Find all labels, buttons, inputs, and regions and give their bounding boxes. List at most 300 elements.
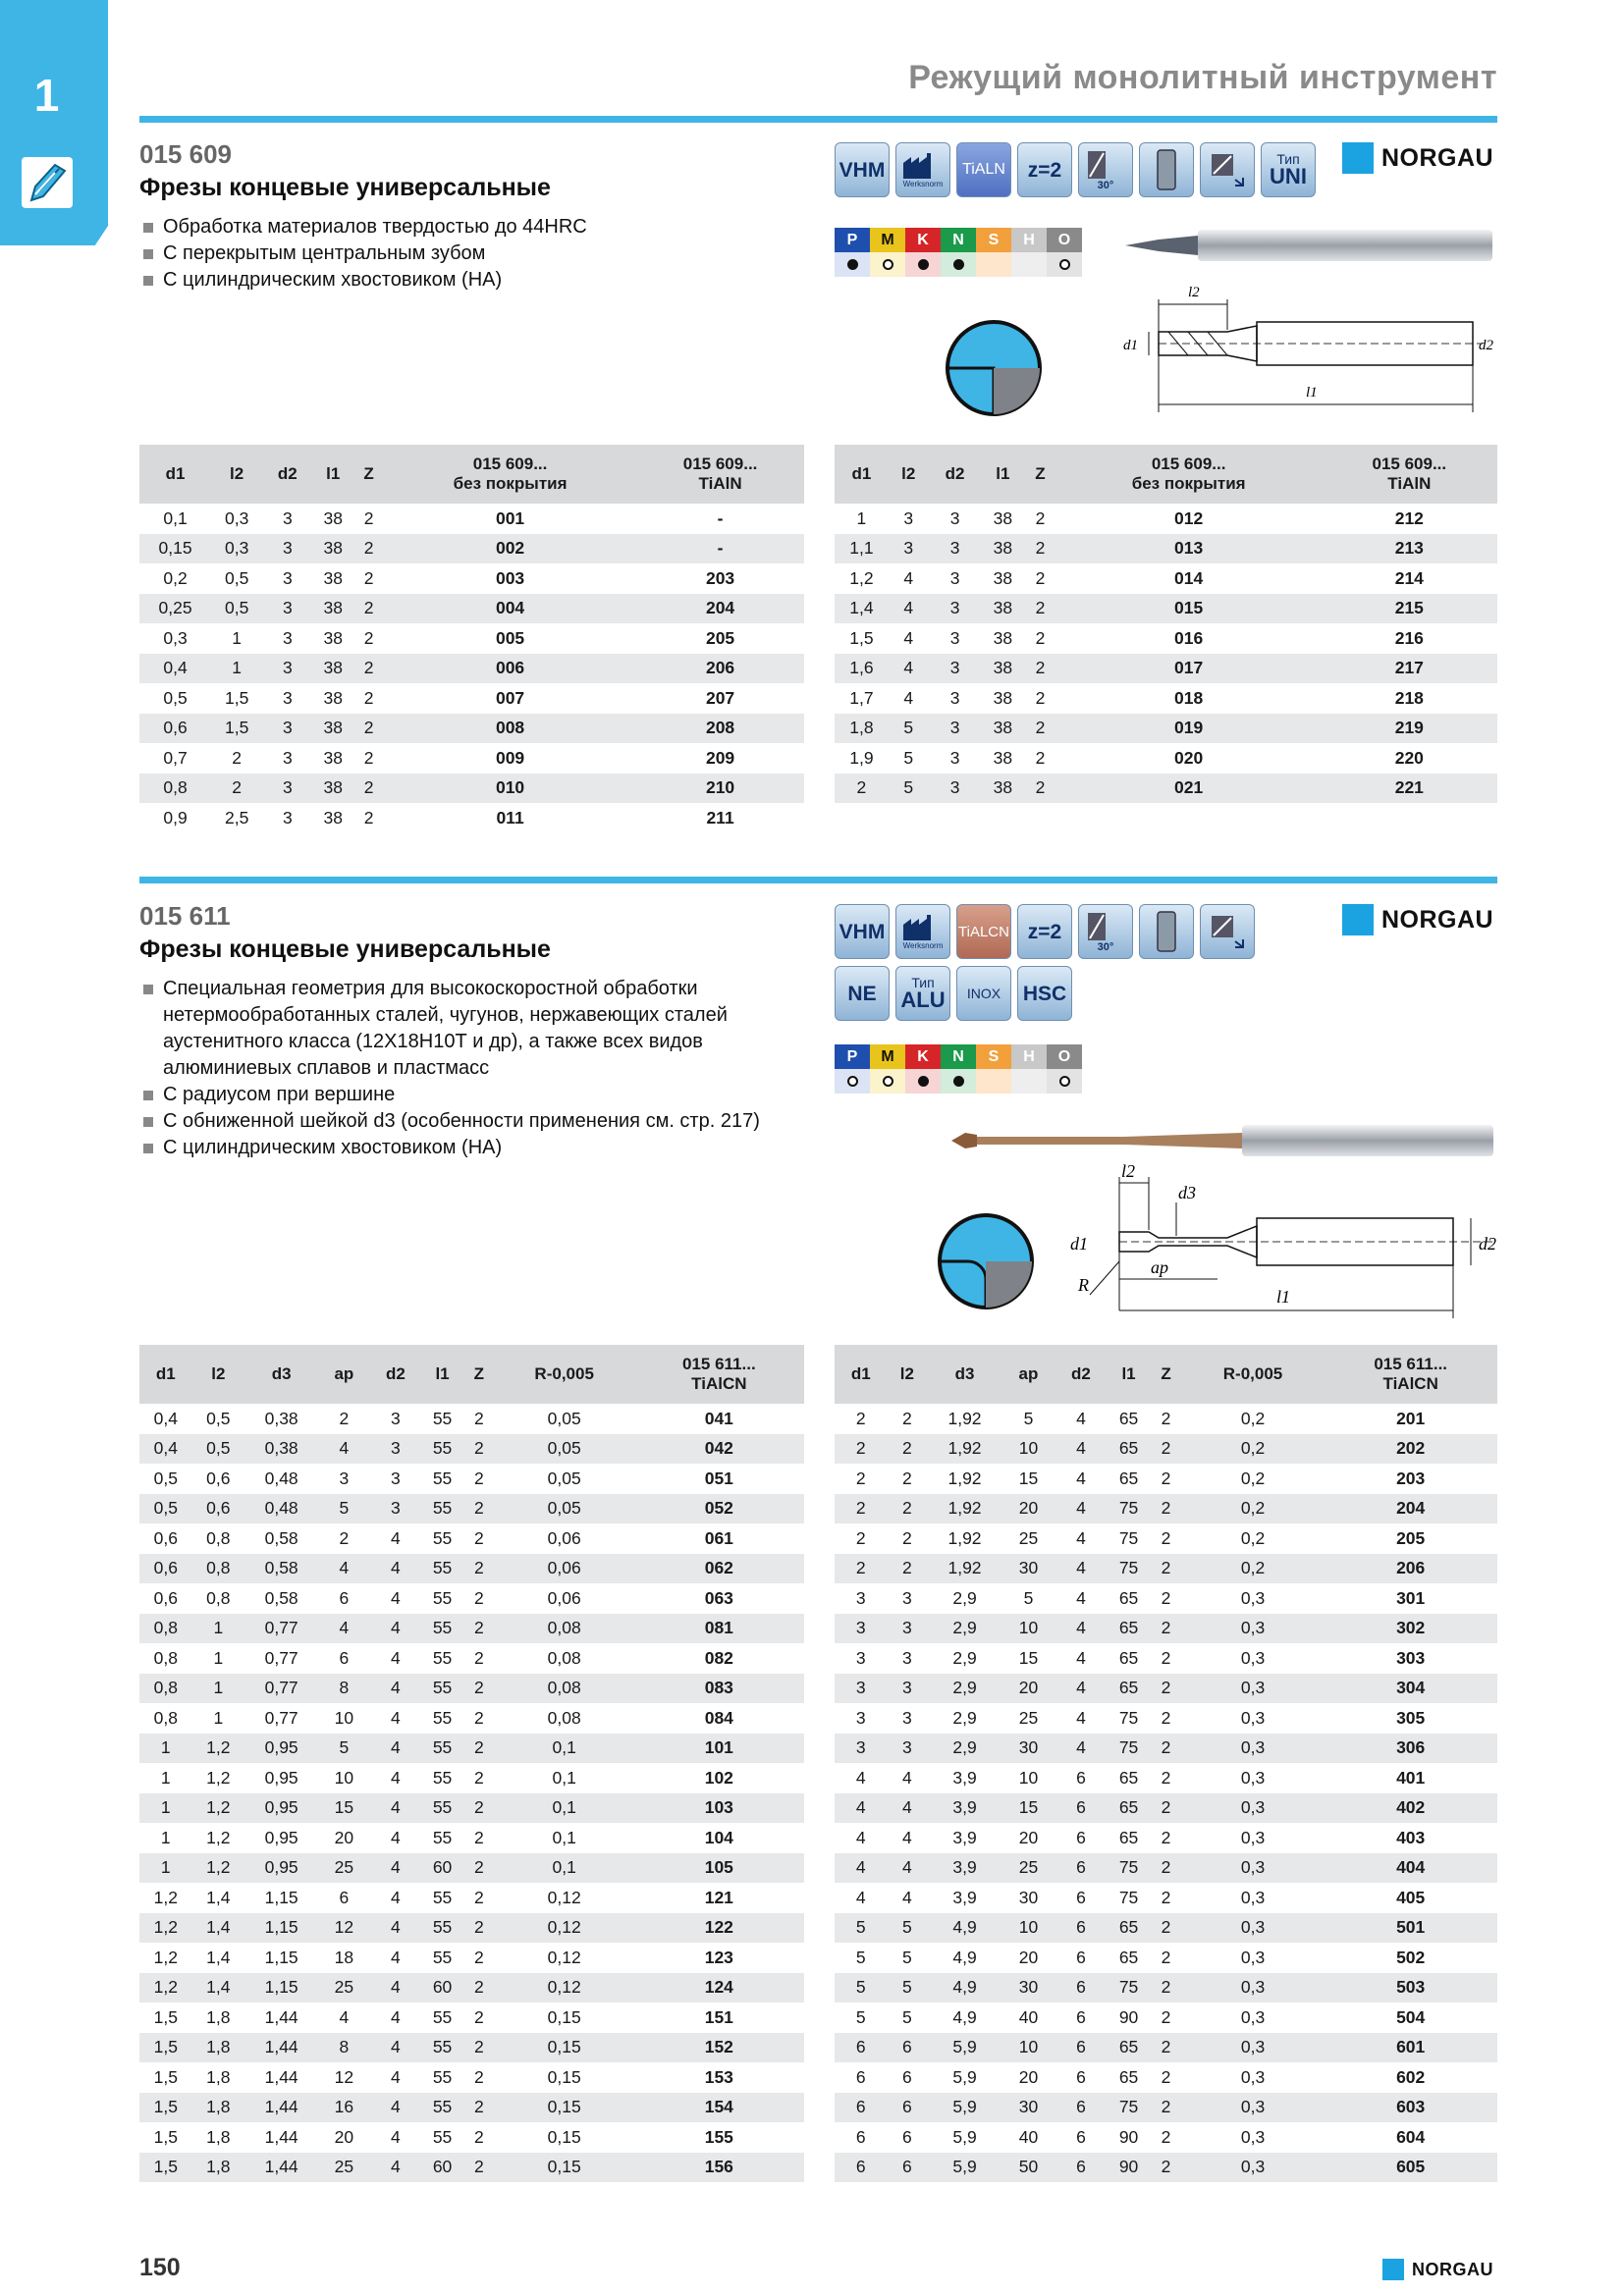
material-k: K bbox=[905, 228, 941, 252]
table-cell: 6 bbox=[1055, 2093, 1108, 2123]
table-cell: 0,12 bbox=[547, 1947, 581, 1967]
table-cell: 65 bbox=[1118, 1767, 1139, 1788]
cylindrical-shank-icon bbox=[1139, 904, 1194, 959]
table-cell: 2 bbox=[1161, 1468, 1171, 1488]
table-cell: 104 bbox=[704, 1827, 733, 1847]
table-cell: 2 bbox=[339, 1408, 350, 1428]
feature-item-continued: аустенитного класса (12Х18Н10Т и др), а также всех видов bbox=[163, 1031, 703, 1052]
table-cell: 0,15 bbox=[547, 2126, 581, 2147]
table-cell: 0,6 bbox=[206, 1468, 231, 1488]
table-row bbox=[835, 1913, 1497, 1944]
center-cut-icon bbox=[1200, 904, 1255, 959]
table-cell: 3 bbox=[929, 714, 982, 744]
table-cell: 65 bbox=[1118, 1647, 1139, 1668]
table-cell: 0,5 bbox=[224, 567, 249, 588]
table-cell: 002 bbox=[384, 534, 636, 564]
table-cell: 003 bbox=[495, 567, 525, 588]
table-cell: 38 bbox=[981, 714, 1024, 744]
table-cell: 302 bbox=[1324, 1614, 1497, 1644]
table-cell: 4 bbox=[1055, 1434, 1108, 1465]
table-cell: 0,2 bbox=[1182, 1494, 1325, 1524]
table-cell: 0,4 bbox=[139, 654, 211, 684]
table-row bbox=[139, 743, 804, 774]
table-cell: 65 bbox=[1108, 1614, 1151, 1644]
feature-item: Обработка материалов твердостью до 44HRC bbox=[139, 214, 587, 240]
table-cell: 6 bbox=[1055, 1913, 1108, 1944]
table-cell: 153 bbox=[704, 2066, 733, 2087]
table-cell: 0,5 bbox=[192, 1434, 245, 1465]
table-cell: 1,5 bbox=[139, 2033, 192, 2063]
table-cell: 0,6 bbox=[192, 1494, 245, 1524]
table-cell: 4 bbox=[1055, 1494, 1108, 1524]
table-row bbox=[835, 2002, 1497, 2033]
table-cell: 55 bbox=[432, 1887, 453, 1907]
table-cell: 1 bbox=[192, 1614, 245, 1644]
table-cell: 011 bbox=[496, 807, 524, 828]
table-cell: 0,8 bbox=[153, 1707, 178, 1728]
table-cell: 203 bbox=[1396, 1468, 1426, 1488]
table-cell: 75 bbox=[1108, 1494, 1151, 1524]
table-cell: 6 bbox=[1055, 1853, 1108, 1884]
table-cell: 154 bbox=[634, 2093, 804, 2123]
material-table bbox=[835, 228, 1082, 277]
table-cell: 6 bbox=[1076, 2126, 1086, 2147]
table-cell: 1,5 bbox=[224, 687, 249, 708]
svg-text:d3: d3 bbox=[1178, 1183, 1196, 1202]
table-cell: 1,44 bbox=[264, 2006, 298, 2027]
product-code: 015 609 bbox=[139, 139, 232, 169]
table-cell: 219 bbox=[1322, 714, 1497, 744]
table-cell: 40 bbox=[1018, 2006, 1039, 2027]
table-cell: 3 bbox=[888, 1614, 928, 1644]
table-cell: 65 bbox=[1108, 1434, 1151, 1465]
feature-item-continued: алюминиевых сплавов и пластмасс bbox=[163, 1057, 490, 1079]
table-cell: 3 bbox=[902, 1707, 912, 1728]
table-cell: 208 bbox=[636, 714, 804, 744]
table-cell: 4 bbox=[835, 1853, 888, 1884]
table-cell: 38 bbox=[312, 714, 353, 744]
product-code: 015 611 bbox=[139, 901, 231, 931]
table-cell: 20 bbox=[1018, 1827, 1039, 1847]
table-cell: 4,9 bbox=[927, 1913, 1001, 1944]
table-cell: 2 bbox=[473, 2066, 484, 2087]
table-cell: 38 bbox=[981, 654, 1024, 684]
table-cell: 1,5 bbox=[139, 2093, 192, 2123]
table-cell: 018 bbox=[1174, 687, 1204, 708]
table-cell: 0,2 bbox=[163, 567, 188, 588]
table-cell: 30 bbox=[1002, 1973, 1055, 2003]
table-row bbox=[835, 1883, 1497, 1913]
chapter-number: 1 bbox=[33, 70, 60, 121]
table-cell: 1,92 bbox=[927, 1434, 1001, 1465]
table-cell: 60 bbox=[421, 2153, 463, 2183]
table-cell: 605 bbox=[1324, 2153, 1497, 2183]
profile-corner-radius-icon bbox=[937, 1212, 1035, 1310]
table-cell: 015 bbox=[1056, 594, 1322, 624]
table-cell: 4 bbox=[391, 1647, 401, 1668]
material-h: H bbox=[1011, 228, 1047, 252]
table-row bbox=[139, 1583, 804, 1614]
table-cell: 0,1 bbox=[552, 1767, 576, 1788]
table-cell: 0,3 bbox=[1240, 2006, 1266, 2027]
table-cell: 1,92 bbox=[927, 1494, 1001, 1524]
material-s: S bbox=[976, 228, 1011, 252]
table-row bbox=[139, 654, 804, 684]
table-cell: 0,6 bbox=[153, 1527, 178, 1548]
table-cell: 0,6 bbox=[139, 1554, 192, 1584]
table-cell: 2 bbox=[339, 1527, 350, 1548]
table-cell: 0,8 bbox=[153, 1647, 178, 1668]
table-row bbox=[835, 1853, 1497, 1884]
table-cell: 2,9 bbox=[952, 1707, 977, 1728]
table-cell: 0,2 bbox=[1240, 1408, 1266, 1428]
table-cell: 6 bbox=[1076, 1767, 1086, 1788]
svg-text:l2: l2 bbox=[1121, 1163, 1136, 1181]
table-cell: 1,92 bbox=[947, 1468, 982, 1488]
table-cell: 1,44 bbox=[264, 2066, 298, 2087]
table-cell: 25 bbox=[1018, 1707, 1039, 1728]
table-cell: 5,9 bbox=[927, 2153, 1001, 2183]
table-cell: 65 bbox=[1108, 1913, 1151, 1944]
table-row bbox=[139, 1734, 804, 1764]
table-row bbox=[835, 1434, 1497, 1465]
table-cell: 0,48 bbox=[244, 1494, 318, 1524]
table-cell: 2 bbox=[353, 594, 384, 624]
table-row bbox=[139, 1823, 804, 1853]
table-cell: 3 bbox=[282, 687, 293, 708]
table-cell: 404 bbox=[1324, 1853, 1497, 1884]
table-cell: 55 bbox=[421, 1734, 463, 1764]
table-row bbox=[835, 1583, 1497, 1614]
table-cell: 0,3 bbox=[1182, 1674, 1325, 1704]
table-row bbox=[139, 1793, 804, 1824]
table-cell: 1,2 bbox=[206, 1827, 231, 1847]
table-cell: 0,08 bbox=[495, 1614, 634, 1644]
table-cell: 1,9 bbox=[849, 747, 874, 768]
suitability-dot bbox=[918, 259, 929, 270]
table-cell: 2 bbox=[463, 2093, 495, 2123]
table-cell: 103 bbox=[634, 1793, 804, 1824]
table-cell: 124 bbox=[634, 1973, 804, 2003]
material-suitability-row bbox=[835, 1069, 1082, 1094]
table-row bbox=[835, 1943, 1497, 1973]
table-cell: 4 bbox=[903, 567, 914, 588]
table-cell: 4 bbox=[855, 1827, 866, 1847]
table-cell: 3 bbox=[929, 534, 982, 564]
table-cell: 15 bbox=[318, 1793, 370, 1824]
table-cell: 1,44 bbox=[264, 2126, 298, 2147]
table-cell: 20 bbox=[1002, 1674, 1055, 1704]
table-cell: 0,3 bbox=[224, 507, 249, 528]
table-cell: 2 bbox=[888, 1434, 928, 1465]
table-cell: 0,15 bbox=[139, 534, 211, 564]
table-cell: 213 bbox=[1322, 534, 1497, 564]
svg-text:R: R bbox=[1078, 1275, 1089, 1295]
table-cell: 4 bbox=[391, 2006, 401, 2027]
table-cell: 5 bbox=[889, 714, 929, 744]
table-cell: 4 bbox=[391, 2066, 401, 2087]
table-row bbox=[139, 2153, 804, 2183]
table-cell: 1,2 bbox=[139, 1913, 192, 1944]
table-cell: 1 bbox=[232, 627, 243, 648]
table-cell: 3 bbox=[835, 1734, 888, 1764]
table-cell: 041 bbox=[704, 1408, 733, 1428]
table-cell: 0,2 bbox=[1240, 1468, 1266, 1488]
table-row bbox=[835, 504, 1497, 534]
table-cell: 0,58 bbox=[264, 1527, 298, 1548]
table-cell: 1,4 bbox=[206, 1887, 231, 1907]
table-cell: 0,4 bbox=[139, 1434, 192, 1465]
table-cell: 0,2 bbox=[1182, 1554, 1325, 1584]
table-row bbox=[139, 1614, 804, 1644]
table-cell: 4 bbox=[1076, 1647, 1086, 1668]
table-cell: 504 bbox=[1396, 2006, 1426, 2027]
table-cell: 2 bbox=[1024, 594, 1055, 624]
table-cell: 25 bbox=[318, 2153, 370, 2183]
material-s: S bbox=[976, 1044, 1011, 1069]
table-cell: 5 bbox=[1023, 1587, 1034, 1608]
suitability-dot bbox=[847, 259, 858, 270]
table-cell: 8 bbox=[318, 1674, 370, 1704]
table-cell: 2 bbox=[1150, 1973, 1181, 2003]
table-cell: 0,8 bbox=[206, 1527, 231, 1548]
table-cell: 30 bbox=[1002, 1554, 1055, 1584]
table-cell: 0,3 bbox=[1182, 1973, 1325, 2003]
table-cell: 6 bbox=[339, 1587, 350, 1608]
tialn-coating-icon: TiALN bbox=[956, 142, 1011, 197]
table-cell: 0,8 bbox=[139, 1674, 192, 1704]
table-cell: 4 bbox=[1055, 1674, 1108, 1704]
table-cell: 4 bbox=[370, 1793, 422, 1824]
table-cell: 6 bbox=[339, 1647, 350, 1668]
header-title: Режущий монолитный инструмент bbox=[908, 59, 1497, 96]
table-row bbox=[835, 774, 1497, 804]
table-cell: 5,9 bbox=[952, 2066, 977, 2087]
table-cell: 0,06 bbox=[547, 1527, 581, 1548]
table-cell: 212 bbox=[1394, 507, 1424, 528]
table-cell: 0,7 bbox=[163, 747, 188, 768]
table-row bbox=[835, 623, 1497, 654]
table-cell: 3,9 bbox=[952, 1767, 977, 1788]
table-cell: 15 bbox=[1002, 1793, 1055, 1824]
ne-icon: NE bbox=[835, 966, 890, 1021]
table-cell: 38 bbox=[993, 567, 1013, 588]
table-cell: 4 bbox=[1076, 1527, 1086, 1548]
suitability-dot bbox=[883, 259, 893, 270]
table-cell: 4 bbox=[1076, 1468, 1086, 1488]
table-cell: 0,3 bbox=[1240, 1827, 1266, 1847]
table-cell: 001 bbox=[495, 507, 525, 528]
table-cell: 0,1 bbox=[495, 1793, 634, 1824]
table-cell: 0,08 bbox=[495, 1674, 634, 1704]
table-cell: 152 bbox=[634, 2033, 804, 2063]
table-row bbox=[139, 1674, 804, 1704]
material-n: N bbox=[941, 228, 976, 252]
table-cell: 1,7 bbox=[849, 687, 874, 708]
table-cell: 220 bbox=[1394, 747, 1424, 768]
table-cell: 4 bbox=[318, 1554, 370, 1584]
table-cell: 2 bbox=[1035, 747, 1046, 768]
table-cell: 6 bbox=[1055, 1973, 1108, 2003]
table-row bbox=[139, 1703, 804, 1734]
table-cell: 38 bbox=[312, 774, 353, 804]
table-cell: 0,3 bbox=[1240, 1947, 1266, 1967]
material-table bbox=[835, 1044, 1082, 1094]
table-cell: 3 bbox=[282, 507, 293, 528]
table-cell: 40 bbox=[1018, 2126, 1039, 2147]
table-cell: 4 bbox=[391, 1527, 401, 1548]
table-cell: 2 bbox=[363, 687, 374, 708]
table-cell: 303 bbox=[1396, 1647, 1426, 1668]
table-cell: 0,3 bbox=[1182, 1913, 1325, 1944]
material-o: O bbox=[1047, 228, 1082, 252]
table-cell: 3 bbox=[339, 1468, 350, 1488]
table-cell: 206 bbox=[1324, 1554, 1497, 1584]
table-cell: 0,3 bbox=[1240, 1647, 1266, 1668]
table-cell: 6 bbox=[1076, 1827, 1086, 1847]
table-cell: 2 bbox=[473, 1887, 484, 1907]
table-cell: 3 bbox=[888, 1674, 928, 1704]
table-cell: 203 bbox=[705, 567, 735, 588]
table-row bbox=[139, 563, 804, 594]
table-cell: 211 bbox=[706, 807, 734, 828]
table-cell: 38 bbox=[981, 534, 1024, 564]
table-cell: 3,9 bbox=[927, 1793, 1001, 1824]
table-cell: 209 bbox=[705, 747, 735, 768]
table-cell: 38 bbox=[312, 654, 353, 684]
table-cell: 2,9 bbox=[927, 1734, 1001, 1764]
table-cell: 0,3 bbox=[1182, 1853, 1325, 1884]
table-cell: 3 bbox=[888, 1734, 928, 1764]
table-cell: 2 bbox=[463, 1913, 495, 1944]
table-row bbox=[139, 2093, 804, 2123]
table-cell: 2 bbox=[1150, 2033, 1181, 2063]
table-cell: 18 bbox=[334, 1947, 354, 1967]
table-cell: 1,4 bbox=[192, 1913, 245, 1944]
table-cell: 2 bbox=[463, 2153, 495, 2183]
table-cell: 0,1 bbox=[163, 507, 188, 528]
table-cell: 2 bbox=[1150, 1614, 1181, 1644]
table-cell: 60 bbox=[421, 1853, 463, 1884]
table-cell: 65 bbox=[1108, 1793, 1151, 1824]
table-cell: 6 bbox=[855, 2066, 866, 2087]
table-cell: 65 bbox=[1118, 1947, 1139, 1967]
table-cell: 1 bbox=[160, 1827, 171, 1847]
table-cell: 1,44 bbox=[244, 2033, 318, 2063]
table-cell: 6 bbox=[902, 2126, 912, 2147]
table-cell: 1,4 bbox=[835, 594, 889, 624]
table-cell: 0,5 bbox=[211, 594, 262, 624]
teeth-count-icon: z=2 bbox=[1017, 142, 1072, 197]
table-cell: 2 bbox=[353, 774, 384, 804]
table-cell: 1,8 bbox=[192, 2033, 245, 2063]
table-cell: 3 bbox=[282, 747, 293, 768]
table-cell: 1,92 bbox=[947, 1527, 982, 1548]
table-cell: 0,06 bbox=[495, 1554, 634, 1584]
suitability-dot bbox=[953, 1076, 964, 1087]
material-suitability-row bbox=[835, 252, 1082, 277]
table-cell: 502 bbox=[1396, 1947, 1426, 1967]
table-cell: 4 bbox=[318, 1614, 370, 1644]
brand-logo: NORGAU bbox=[1342, 904, 1493, 935]
table-cell: 0,1 bbox=[495, 1853, 634, 1884]
table-cell: 2 bbox=[1035, 567, 1046, 588]
table-cell: 1,2 bbox=[139, 1973, 192, 2003]
table-cell: 4 bbox=[370, 2093, 422, 2123]
table-cell: 38 bbox=[323, 627, 343, 648]
table-cell: 38 bbox=[993, 507, 1013, 528]
table-cell: 2 bbox=[363, 507, 374, 528]
table-cell: 2 bbox=[463, 1674, 495, 1704]
table-cell: 0,05 bbox=[495, 1494, 634, 1524]
table-cell: 052 bbox=[634, 1494, 804, 1524]
table-row bbox=[139, 1763, 804, 1793]
table-cell: 2 bbox=[1150, 1674, 1181, 1704]
table-cell: 0,12 bbox=[547, 1887, 581, 1907]
table-cell: 2 bbox=[855, 1527, 866, 1548]
table-cell: 2 bbox=[835, 1434, 888, 1465]
table-cell: 0,08 bbox=[547, 1647, 581, 1668]
table-cell: 2 bbox=[1024, 714, 1055, 744]
type-alu-icon: Тип ALU bbox=[895, 966, 950, 1021]
table-cell: 2,9 bbox=[927, 1614, 1001, 1644]
table-row bbox=[139, 683, 804, 714]
table-cell: 75 bbox=[1118, 1707, 1139, 1728]
feature-list bbox=[139, 976, 760, 1161]
table-cell: 2 bbox=[473, 1947, 484, 1967]
spec-table-right: d1 l2 d3 ap d2 l1 Z R-0,005 015 611... TiAlCN 2 2 1,92 5 4 65 2 0,2 201 2 2 1,92 10 4 65 2 0,2 202 2 2 1,92 15 4 65 2 0,2 203 2 2 1,92 20 4 75 2 0,2 204 2 2 1,92 25 4 75 2 0,2 205 2 2 1,92 30 4 75 2 0,2 206 3 3 2,9 5 4 65 2 0,3 301 3 3 2,9 10 4 65 2 0,3 302 3 3 2,9 15 4 65 2 0,3 303 3 3 2,9 20 4 65 2 0,3 304 3 3 2,9 25 4 75 2 0,3 305 3 3 2,9 30 4 75 2 0,3 306 4 4 3,9 10 6 65 2 0,3 401 4 4 3,9 15 6 65 2 0,3 402 4 4 3,9 20 6 65 2 0,3 403 4 4 3,9 25 6 75 2 0,3 404 4 4 3,9 30 6 75 2 0,3 405 5 5 4,9 10 6 65 2 0,3 501 5 5 4,9 20 6 65 2 0,3 502 5 5 4,9 30 6 75 2 0,3 503 5 5 4,9 40 6 90 2 0,3 504 6 6 5,9 10 6 65 2 0,3 601 6 6 5,9 20 6 65 2 0,3 602 6 6 5,9 30 6 75 2 0,3 603 6 6 5,9 40 6 90 2 0,3 604 6 6 5,9 50 6 90 2 0,3 605 bbox=[835, 1345, 1497, 2182]
table-cell: 65 bbox=[1108, 2033, 1151, 2063]
material-h: H bbox=[1011, 1044, 1047, 1069]
werksnorm-icon: Werksnorm bbox=[895, 142, 950, 197]
table-cell: 2 bbox=[473, 1767, 484, 1788]
table-row bbox=[139, 623, 804, 654]
table-row bbox=[139, 1464, 804, 1494]
table-cell: 2 bbox=[1161, 1647, 1171, 1668]
table-row bbox=[835, 654, 1497, 684]
table-cell: 0,1 bbox=[552, 1827, 576, 1847]
table-cell: 2 bbox=[902, 1527, 912, 1548]
table-cell: 3 bbox=[370, 1494, 422, 1524]
table-cell: 5 bbox=[902, 1947, 912, 1967]
table-cell: 2 bbox=[1035, 627, 1046, 648]
table-cell: 0,5 bbox=[139, 1494, 192, 1524]
table-cell: 6 bbox=[835, 2153, 888, 2183]
table-cell: 0,3 bbox=[1240, 1767, 1266, 1788]
table-row bbox=[835, 1523, 1497, 1554]
table-cell: 38 bbox=[981, 774, 1024, 804]
table-row bbox=[835, 1494, 1497, 1524]
table-cell: 0,3 bbox=[1182, 2033, 1325, 2063]
table-cell: 38 bbox=[323, 807, 343, 828]
table-cell: 3 bbox=[902, 1587, 912, 1608]
table-cell: 4 bbox=[888, 1853, 928, 1884]
table-cell: 2 bbox=[463, 1853, 495, 1884]
table-cell: 0,38 bbox=[244, 1434, 318, 1465]
spec-table-left: d1 l2 d3 ap d2 l1 Z R-0,005 015 611... TiAlCN 0,4 0,5 0,38 2 3 55 2 0,05 041 0,4 0,5 0,38 4 3 55 2 0,05 042 0,5 0,6 0,48 3 3 55 2 0,05 051 0,5 0,6 0,48 5 3 55 2 0,05 052 0,6 0,8 0,58 2 4 55 2 0,06 061 0,6 0,8 0,58 4 4 55 2 0,06 062 0,6 0,8 0,58 6 4 55 2 0,06 063 0,8 1 0,77 4 4 55 2 0,08 081 0,8 1 0,77 6 4 55 2 0,08 082 0,8 1 0,77 8 4 55 2 0,08 083 0,8 1 0,77 10 4 55 2 0,08 084 1 1,2 0,95 5 4 55 2 0,1 101 1 1,2 0,95 10 4 55 2 0,1 102 1 1,2 0,95 15 4 55 2 0,1 103 1 1,2 0,95 20 4 55 2 0,1 104 1 1,2 0,95 25 4 60 2 0,1 105 1,2 1,4 1,15 6 4 55 2 0,12 121 1,2 1,4 1,15 12 4 55 2 0,12 122 1,2 1,4 1,15 18 4 55 2 0,12 123 1,2 1,4 1,15 25 4 60 2 0,12 124 1,5 1,8 1,44 4 4 55 2 0,15 151 1,5 1,8 1,44 8 4 55 2 0,15 152 1,5 1,8 1,44 12 4 55 2 0,15 153 1,5 1,8 1,44 16 4 55 2 0,15 154 1,5 1,8 1,44 20 4 55 2 0,15 155 1,5 1,8 1,44 25 4 60 2 0,15 156 bbox=[139, 1345, 804, 2182]
table-cell: 65 bbox=[1108, 1674, 1151, 1704]
table-cell: 3 bbox=[949, 507, 960, 528]
table-cell: 0,06 bbox=[547, 1587, 581, 1608]
table-cell: 0,38 bbox=[264, 1408, 298, 1428]
table-cell: 123 bbox=[704, 1947, 733, 1967]
table-cell: 2,9 bbox=[927, 1674, 1001, 1704]
profile-square-corner-icon bbox=[945, 319, 1043, 417]
table-cell: 55 bbox=[432, 1707, 453, 1728]
table-cell: 2 bbox=[363, 627, 374, 648]
table-cell: 3 bbox=[855, 1707, 866, 1728]
table-cell: 3 bbox=[370, 1434, 422, 1465]
